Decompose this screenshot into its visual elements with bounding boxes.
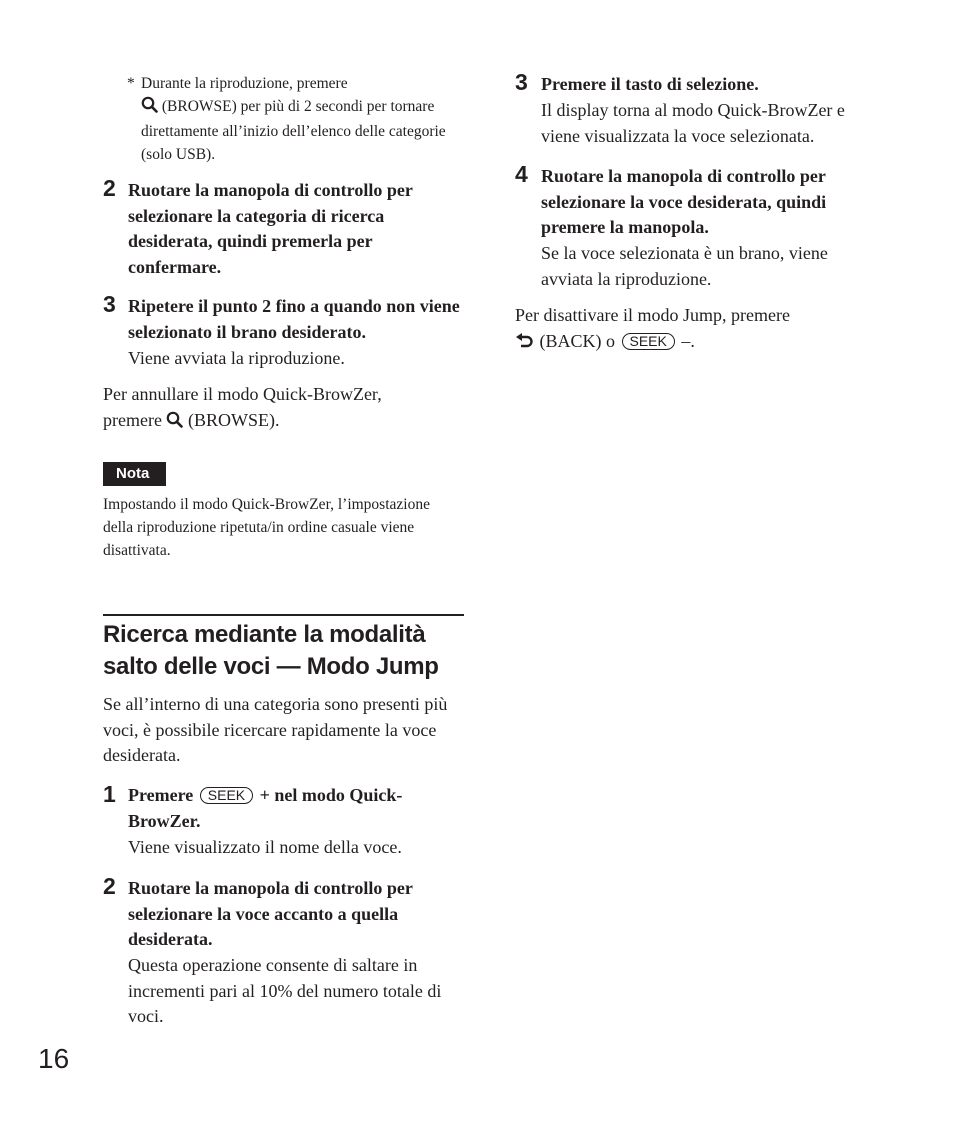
note-label: Nota [103,462,166,486]
section-rule [103,614,464,616]
deactivate-paragraph [515,303,875,356]
footnote-text-2: (BROWSE) per più di 2 secondi per tornare direttamente all’inizio dell’elenco delle categorie (solo USB). [141,98,446,163]
cancel-paragraph [103,382,463,435]
cancel-text-before: premere [103,409,162,430]
section-step-2-instruction: Ruotare la manopola di controllo per selezionare la voce accanto a quella desiderata. [128,878,413,949]
section-step-1-result: Viene visualizzato il nome della voce. [128,837,402,857]
footnote-mark: * [127,75,135,92]
cancel-line-1: Per annullare il modo Quick-BrowZer, [103,384,382,404]
page-number: 16 [38,1043,70,1074]
section-title-line-1: Ricerca mediante la modalità [103,621,426,648]
section-step-2-result: Questa operazione consente di saltare in incrementi pari al 10% del numero totale di voci. [128,955,442,1026]
deactivate-back-label: (BACK) o [539,330,615,351]
section-step-1-text-after: + nel modo Quick- [259,785,403,805]
right-step-number-4: 4 [515,161,528,187]
section-step-number-2: 2 [103,873,116,899]
section-intro: Se all’interno di una categoria sono presenti più voci, è possibile ricercare rapidamente la voce desiderata. [103,694,448,765]
section-title-line-2: salto delle voci — Modo Jump [103,653,439,680]
right-step-3-result: Il display torna al modo Quick-BrowZer e viene visualizzata la voce selezionata. [541,100,845,146]
deactivate-line-1: Per disattivare il modo Jump, premere [515,305,790,325]
seek-button: SEEK [622,333,675,350]
step-number-3: 3 [103,291,116,317]
deactivate-text-after: –. [681,330,695,351]
right-step-4-instruction: Ruotare la manopola di controllo per selezionare la voce desiderata, quindi premere la manopola. [541,166,827,237]
section-title [103,619,473,683]
section-step-1-text-before: Premere [128,785,194,805]
section-step-number-1: 1 [103,781,116,807]
magnifier-icon [141,96,158,120]
magnifier-icon [166,410,183,436]
right-step-number-3: 3 [515,69,528,95]
footnote [141,72,461,166]
cancel-text-after: (BROWSE). [187,409,280,430]
step-3-result: Viene avviata la riproduzione. [128,348,345,368]
section-step-1-line-2: BrowZer. [128,810,201,831]
right-step-3-instruction: Premere il tasto di selezione. [541,74,759,94]
seek-button: SEEK [200,787,253,804]
footnote-text-1: Durante la riproduzione, premere [141,75,348,92]
note-text: Impostando il modo Quick-BrowZer, l’impostazione della riproduzione ripetuta/in ordine casuale viene disattivata. [103,496,430,559]
right-step-4-result: Se la voce selezionata è un brano, viene avviata la riproduzione. [541,243,828,289]
section-step-1-instruction [128,783,463,834]
step-2-instruction: Ruotare la manopola di controllo per selezionare la categoria di ricerca desiderata, quindi premerla per confermare. [128,180,413,277]
back-arrow-icon [515,331,535,357]
step-number-2: 2 [103,175,116,201]
step-3-instruction: Ripetere il punto 2 fino a quando non viene selezionato il brano desiderato. [128,296,460,342]
